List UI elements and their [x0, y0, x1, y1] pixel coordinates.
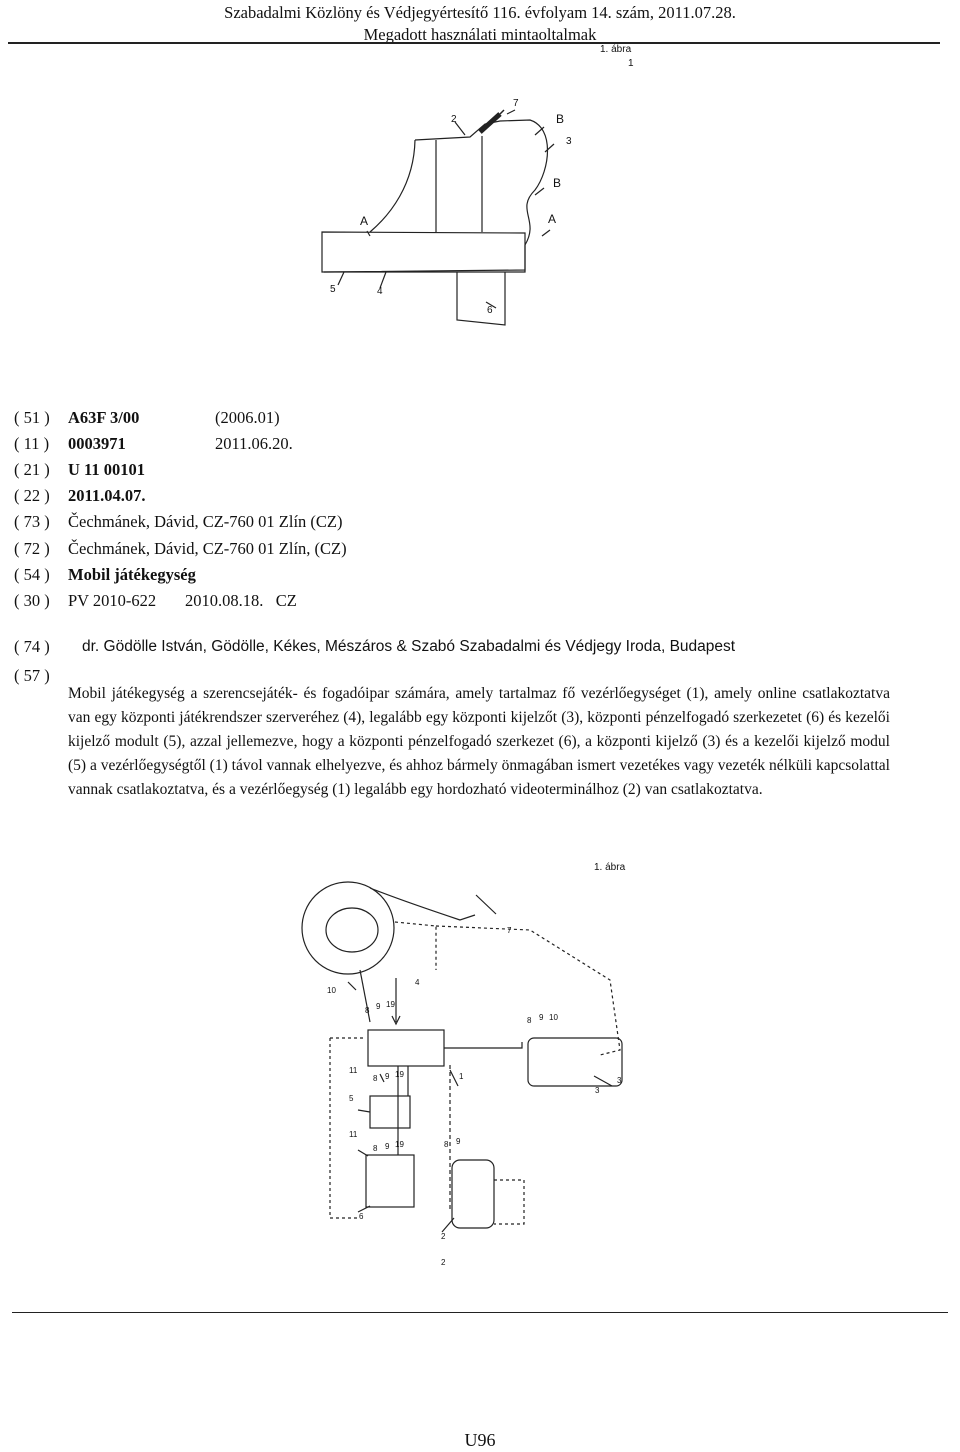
fig2-label: 3	[617, 1076, 622, 1085]
fig1-label: 6	[487, 305, 493, 316]
field-value: Čechmánek, Dávid, CZ-760 01 Zlín, (CZ)	[68, 539, 347, 558]
field-code: ( 21 )	[14, 460, 50, 479]
fig1-label: 2	[451, 114, 457, 125]
body-left-curve	[370, 140, 415, 232]
fig2-label: 2	[441, 1258, 446, 1267]
page-number: U96	[464, 1430, 496, 1450]
fig2-label: 19	[386, 1000, 395, 1009]
fig1-label: A	[548, 212, 557, 226]
field-code: ( 22 )	[14, 486, 50, 505]
fig2-label: 11	[349, 1066, 358, 1075]
money-acceptor-box	[366, 1155, 414, 1207]
field-extra: 2011.06.20.	[215, 434, 293, 453]
portable-terminal-box	[452, 1160, 494, 1228]
fig2-label: 6	[359, 1212, 364, 1221]
field-value: PV 2010-622 2010.08.18. CZ	[68, 591, 297, 610]
fig1-label: 3	[566, 136, 572, 147]
fig2-label: 8	[373, 1074, 378, 1083]
horizontal-bar	[322, 232, 525, 272]
fig2-label: 9	[385, 1072, 390, 1081]
fig2-label: 3	[595, 1086, 600, 1095]
central-display-box	[528, 1038, 622, 1086]
fig2-label: 9	[385, 1142, 390, 1151]
field-value: A63F 3/00	[68, 408, 140, 427]
figure-1-drawing	[300, 40, 600, 340]
control-unit-box	[368, 1030, 444, 1066]
abstract-text: Mobil játékegység a szerencsejáték- és fogadóipar számára, amely tartalmaz fő vezérlőegységet (1), amely online csatlakoztatva van egy központi játékrendszer szerveréhez (4), legalább egy központi kijelzőt (3), központi pénzelfogadó szerkezetet (6) és kezelői kijelző modult (5), azzal jellemezve, hogy a központi pénzelfogadó szerkezet (6), a központi kijelző (3) és a kezelői kijelző modul (5) a vezérlőegységtől (1) távol vannak elhelyezve, és ahhoz bármely önmagában ismert vezetékes vagy vezeték nélküli kapcsolattal vannak csatlakoztatva, és a vezérlőegység (1) legalább egy hordozható videoterminálhoz (2) van csatlakoztatva.	[68, 685, 890, 798]
fig2-label: 1	[459, 1072, 464, 1081]
fig2-label: 4	[415, 978, 420, 987]
fig1-label: 5	[330, 284, 336, 295]
field-code: ( 74 )	[14, 637, 50, 656]
stylus	[480, 114, 500, 132]
fig2-label: 2	[441, 1232, 446, 1241]
fig2-label: 9	[376, 1002, 381, 1011]
field-value: 0003971	[68, 434, 126, 453]
fig1-caption-text: 1. ábra	[600, 44, 632, 55]
fig2-label: 7	[507, 926, 512, 935]
fig2-label: 19	[395, 1070, 404, 1079]
field-extra: (2006.01)	[215, 408, 280, 427]
lower-post	[457, 272, 505, 325]
field-code: ( 30 )	[14, 591, 50, 610]
fig2-label: 9	[456, 1137, 461, 1146]
field-value: dr. Gödölle István, Gödölle, Kékes, Mészáros & Szabó Szabadalmi és Védjegy Iroda, Budapest	[82, 638, 736, 655]
field-value: Mobil játékegység	[68, 565, 196, 584]
figure-2-block-diagram	[300, 860, 660, 1260]
fig2-label: 11	[349, 1130, 358, 1139]
operator-display-box	[370, 1096, 410, 1128]
field-code: ( 72 )	[14, 539, 50, 558]
field-value: U 11 00101	[68, 460, 146, 479]
field-code: ( 57 )	[14, 666, 50, 685]
fig1-label: 4	[377, 286, 383, 297]
fig1-label: A	[360, 214, 369, 228]
fig1-label: B	[553, 176, 562, 190]
fig2-label: 8	[527, 1016, 532, 1025]
fig2-label: 19	[395, 1140, 404, 1149]
fig2-label: 10	[327, 986, 336, 995]
fig2-label: 8	[444, 1140, 449, 1149]
field-code: ( 51 )	[14, 408, 50, 427]
field-value: 2011.04.07.	[68, 486, 146, 505]
fig1-label: 1	[628, 58, 634, 69]
field-code: ( 54 )	[14, 565, 50, 584]
fig1-label: B	[556, 112, 565, 126]
bottom-rule	[12, 1312, 948, 1313]
fig2-label: 8	[365, 1006, 370, 1015]
fig2-label: 8	[373, 1144, 378, 1153]
fig2-label: 9	[539, 1013, 544, 1022]
fig2-label: 10	[549, 1013, 558, 1022]
fig2-caption: 1. ábra	[594, 862, 626, 873]
fig2-label: 5	[349, 1094, 354, 1103]
fig1-label: 7	[513, 98, 519, 109]
field-code: ( 11 )	[14, 434, 50, 453]
journal-header: Szabadalmi Közlöny és Védjegyértesítő 116. évfolyam 14. szám, 2011.07.28.	[224, 3, 736, 22]
terminal-circle	[302, 882, 394, 974]
field-code: ( 73 )	[14, 512, 50, 531]
section-header: Megadott használati mintaoltalmak	[363, 25, 597, 44]
field-value: Čechmánek, Dávid, CZ-760 01 Zlín (CZ)	[68, 512, 343, 531]
